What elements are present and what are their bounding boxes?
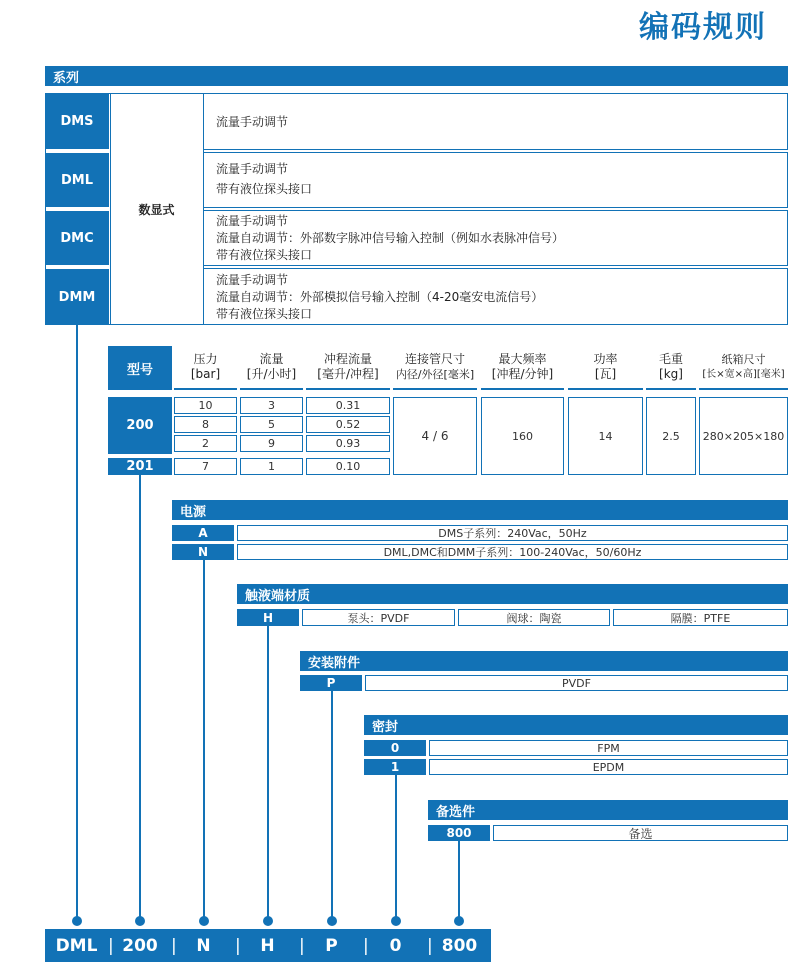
- table-cell: 0.93: [306, 435, 390, 452]
- series-desc-dml: 流量手动调节 带有液位探头接口: [216, 162, 313, 196]
- col-max-freq: 最大频率 [冲程/分钟]: [481, 346, 564, 390]
- power-desc-n: DML,DMC和DMM子系列：100-240Vac，50/60Hz: [237, 544, 788, 560]
- material-pump-head: 泵头：PVDF: [302, 609, 455, 626]
- table-cell: 9: [240, 435, 303, 452]
- series-desc-dmm: 流量手动调节 流量自动调节：外部模拟信号输入控制（4-20毫安电流信号） 带有液位探头接口: [216, 273, 544, 321]
- order-separator: |: [363, 935, 369, 956]
- table-cell: 8: [174, 416, 237, 433]
- seal-desc-0: FPM: [429, 740, 788, 756]
- col-weight: 毛重 [kg]: [646, 346, 696, 390]
- table-cell: 10: [174, 397, 237, 414]
- table-cell: 3: [240, 397, 303, 414]
- power-desc-a: DMS子系列：240Vac，50Hz: [237, 525, 788, 541]
- connector-dot: [391, 916, 401, 926]
- col-connection: 连接管尺寸 内径/外径[毫米]: [393, 346, 477, 390]
- series-code-dml: DML: [45, 153, 109, 207]
- accessory-desc-p: PVDF: [365, 675, 788, 691]
- model-code-201: 201: [108, 458, 172, 475]
- option-code-800: 800: [428, 825, 490, 841]
- order-separator: |: [171, 935, 177, 956]
- order-seg-power: N: [196, 935, 211, 956]
- order-separator: |: [235, 935, 241, 956]
- material-code-h: H: [237, 609, 299, 626]
- power-code-n: N: [172, 544, 234, 560]
- connector-dot: [72, 916, 82, 926]
- col-flow: 流量 [升/小时]: [240, 346, 303, 390]
- series-code-dmc: DMC: [45, 211, 109, 265]
- shared-weight: 2.5: [646, 397, 696, 475]
- shared-power: 14: [568, 397, 643, 475]
- series-desc-dmc: 流量手动调节 流量自动调节：外部数字脉冲信号输入控制（例如水表脉冲信号） 带有液位探头接口: [216, 214, 565, 262]
- options-header: 备选件: [428, 800, 788, 820]
- series-code-dms: DMS: [45, 93, 109, 149]
- series-desc-dms: 流量手动调节: [216, 115, 289, 129]
- table-cell: 7: [174, 458, 237, 475]
- order-seg-seal: 0: [389, 935, 402, 956]
- seal-header: 密封: [364, 715, 788, 735]
- table-cell: 2: [174, 435, 237, 452]
- connector-dot: [263, 916, 273, 926]
- option-desc-800: 备选: [493, 825, 788, 841]
- order-code-bar: [45, 929, 491, 962]
- order-seg-accessory: P: [325, 935, 338, 956]
- shared-connection: 4 / 6: [393, 397, 477, 475]
- connector-dot: [327, 916, 337, 926]
- col-pressure: 压力 [bar]: [174, 346, 237, 390]
- order-separator: |: [299, 935, 305, 956]
- connector-dot: [199, 916, 209, 926]
- series-header: 系列: [45, 66, 788, 86]
- series-code-dmm: DMM: [45, 269, 109, 325]
- seal-desc-1: EPDM: [429, 759, 788, 775]
- power-code-a: A: [172, 525, 234, 541]
- order-separator: |: [108, 935, 114, 956]
- table-cell: 1: [240, 458, 303, 475]
- table-cell: 0.52: [306, 416, 390, 433]
- seal-code-0: 0: [364, 740, 426, 756]
- material-header: 触液端材质: [237, 584, 788, 604]
- table-cell: 5: [240, 416, 303, 433]
- model-header: 型号: [108, 346, 172, 390]
- order-seg-model: 200: [122, 935, 158, 956]
- shared-carton: 280×205×180: [699, 397, 788, 475]
- col-power: 功率 [瓦]: [568, 346, 643, 390]
- power-header: 电源: [172, 500, 788, 520]
- material-diaphragm: 隔膜：PTFE: [613, 609, 788, 626]
- model-code-200: 200: [108, 397, 172, 454]
- shared-max-freq: 160: [481, 397, 564, 475]
- accessory-code-p: P: [300, 675, 362, 691]
- seal-code-1: 1: [364, 759, 426, 775]
- order-seg-series: DML: [55, 935, 98, 956]
- series-group-label: 数显式: [138, 202, 175, 217]
- table-cell: 0.10: [306, 458, 390, 475]
- connector-dot: [135, 916, 145, 926]
- order-seg-option: 800: [441, 935, 478, 956]
- connector-dot: [454, 916, 464, 926]
- col-carton: 纸箱尺寸 [长×宽×高][毫米]: [699, 346, 788, 390]
- order-seg-material: H: [260, 935, 275, 956]
- material-valve-ball: 阀球：陶瓷: [458, 609, 610, 626]
- order-separator: |: [427, 935, 433, 956]
- accessories-header: 安装附件: [300, 651, 788, 671]
- page-title: 编码规则: [639, 10, 767, 45]
- table-cell: 0.31: [306, 397, 390, 414]
- col-stroke-flow: 冲程流量 [毫升/冲程]: [306, 346, 390, 390]
